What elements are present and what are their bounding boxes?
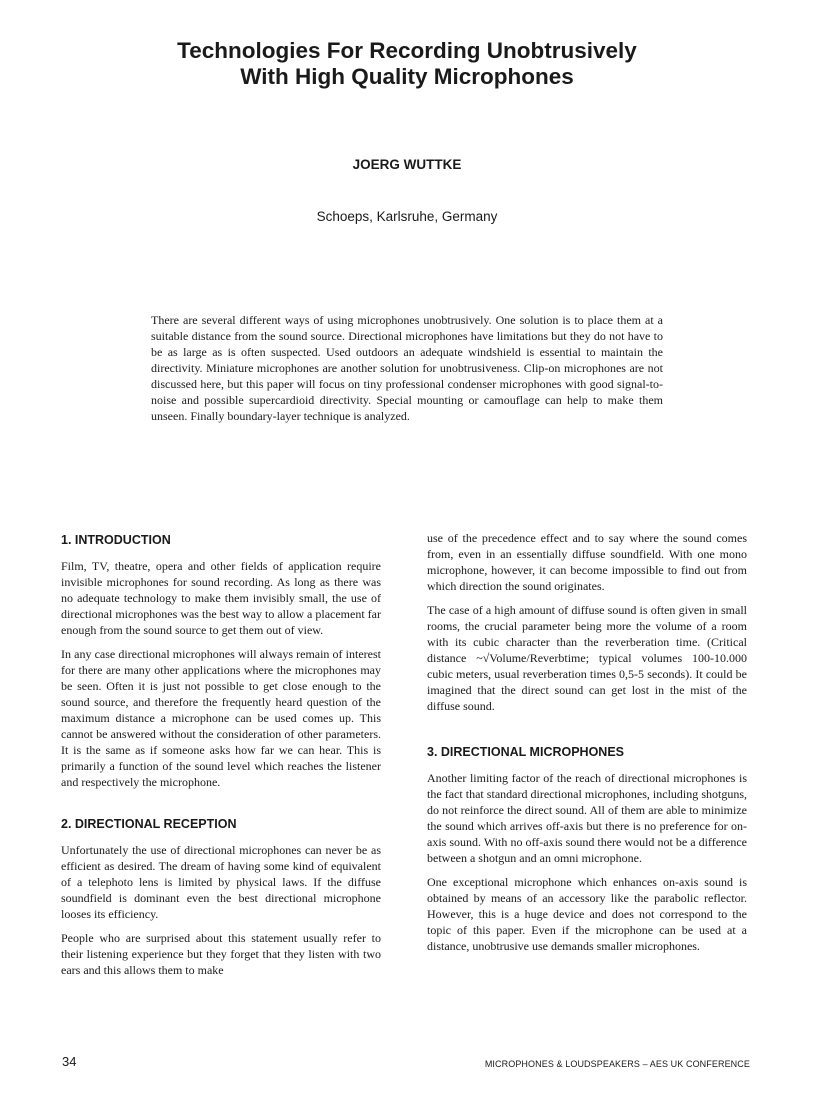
section-1-heading: 1. INTRODUCTION (61, 533, 171, 547)
running-footer: MICROPHONES & LOUDSPEAKERS – AES UK CONFERENCE (484, 1059, 750, 1069)
abstract: There are several different ways of using microphones unobtrusively. One solution is to place them at a suitable distance from the sound source. Directional microphones have limitations but they do not have to be as large as is often suspected. Used outdoors an adequate windshield is essential to maintain the directivity. Miniature microphones are another solution for unobtrusiveness. Clip-on microphones are not discussed here, but this paper will focus on tiny professional condenser microphones with good signal-to-noise and possible supercardioid directivity. Special mounting or camouflage can help to make them unseen. Finally boundary-layer technique is analyzed. (151, 313, 663, 423)
title-line-1: Technologies For Recording Unobtrusively (177, 38, 637, 63)
section-1-paragraph-2: In any case directional microphones will always remain of interest for there are many other applications where the microphones may be seen. Often it is just not possible to get close enough to the sound source, and therefore the frequently heard question of the maximum distance a microphone can be used comes up. This cannot be answered without the consideration of other parameters. It is the same as if someone asks how far we can hear. This is primarily a function of the sound level which reaches the listener and respectively the microphone. (61, 647, 381, 789)
title-line-2: With High Quality Microphones (240, 64, 574, 89)
section-1-paragraph-1: Film, TV, theatre, opera and other fields of application require invisible microphones for sound recording. As long as there was no adequate technology to make them invisibly small, the use of directional microphones was the best way to allow a placement far enough from the sound source to get them out of view. (61, 559, 381, 637)
section-2-paragraph-2: People who are surprised about this statement usually refer to their listening experience but they forget that they listen with two ears and this allows them to make (61, 931, 381, 977)
paper-title (60, 38, 754, 90)
author-name: JOERG WUTTKE (352, 157, 462, 172)
section-3-paragraph-2: One exceptional microphone which enhances on-axis sound is obtained by means of an accessory like the parabolic reflector. However, this is a huge device and does not correspond to the topic of this paper. Even if the microphone can be used at a distance, unobtrusive use demands smaller microphones. (427, 875, 747, 953)
section-3-paragraph-1: Another limiting factor of the reach of directional microphones is the fact that standard directional microphones, including shotguns, do not reinforce the direct sound. All of them are able to minimize the sound which arrives off-axis but there is no preference for on-axis sound. With no off-axis sound there would not be a difference between a shotgun and an omni microphone. (427, 771, 747, 865)
section-3-heading: 3. DIRECTIONAL MICROPHONES (427, 745, 625, 759)
page-number: 34 (62, 1054, 77, 1069)
section-2-paragraph-3: use of the precedence effect and to say where the sound comes from, even in an essentially diffuse soundfield. With one mono microphone, however, it can become impossible to find out from which direction the sound originates. (427, 531, 747, 593)
section-2-paragraph-4: The case of a high amount of diffuse sound is often given in small rooms, the crucial parameter being more the volume of a room with its cubic character than the reverberation time. (Critical distance ~√Volume/Reverbtime; typical volumes 100-10.000 cubic meters, usual reverberation times 0,5-5 seconds). It could be imagined that the direct sound can get lost in the mist of the diffuse sound. (427, 603, 747, 713)
left-column (61, 532, 381, 986)
section-2-paragraph-1: Unfortunately the use of directional microphones can never be as efficient as desired. The dream of having some kind of equivalent of a telephoto lens is limited by physical laws. If the diffuse soundfield is dominant even the best directional microphone looses its efficiency. (61, 843, 381, 921)
right-column (427, 530, 747, 962)
author-affiliation: Schoeps, Karlsruhe, Germany (316, 209, 498, 224)
section-2-heading: 2. DIRECTIONAL RECEPTION (61, 817, 237, 831)
